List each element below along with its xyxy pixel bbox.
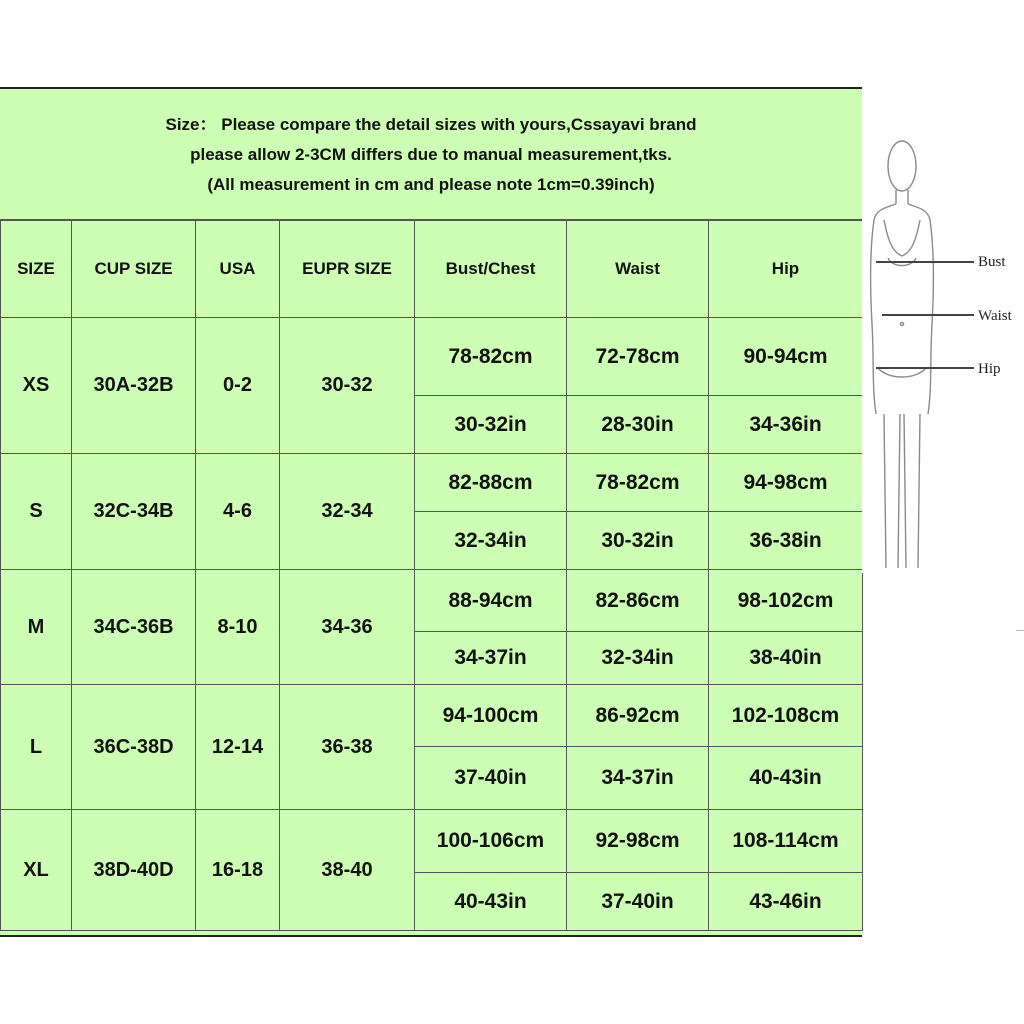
waist-in-cell: 28-30in bbox=[567, 396, 709, 454]
bust-cm-cell: 82-88cm bbox=[415, 454, 567, 512]
cup-cell: 38D-40D bbox=[72, 810, 196, 931]
eupr-cell: 32-34 bbox=[280, 454, 415, 570]
waist-cm-cell: 86-92cm bbox=[567, 685, 709, 747]
size-cell: XS bbox=[1, 318, 72, 454]
bust-cm-cell: 94-100cm bbox=[415, 685, 567, 747]
usa-cell: 0-2 bbox=[196, 318, 280, 454]
size-cell: M bbox=[1, 570, 72, 685]
bust-in-cell: 30-32in bbox=[415, 396, 567, 454]
waist-in-cell: 34-37in bbox=[567, 747, 709, 810]
hip-label: Hip bbox=[978, 361, 1001, 377]
size-cell: L bbox=[1, 685, 72, 810]
header-hip: Hip bbox=[709, 221, 863, 318]
eupr-cell: 38-40 bbox=[280, 810, 415, 931]
table-row bbox=[1, 810, 863, 873]
cup-cell: 34C-36B bbox=[72, 570, 196, 685]
bust-in-cell: 34-37in bbox=[415, 632, 567, 685]
size-cell: XL bbox=[1, 810, 72, 931]
waist-cm-cell: 78-82cm bbox=[567, 454, 709, 512]
hip-cm-cell: 90-94cm bbox=[709, 318, 863, 396]
waist-cm-cell: 82-86cm bbox=[567, 570, 709, 632]
header-eupr-size: EUPR SIZE bbox=[280, 221, 415, 318]
bust-cm-cell: 100-106cm bbox=[415, 810, 567, 873]
cup-cell: 30A-32B bbox=[72, 318, 196, 454]
hip-cm-cell: 102-108cm bbox=[709, 685, 863, 747]
note-line-3: (All measurement in cm and please note 1cm=0.39inch) bbox=[207, 175, 655, 194]
hip-in-cell: 43-46in bbox=[709, 873, 863, 931]
eupr-cell: 34-36 bbox=[280, 570, 415, 685]
bust-in-cell: 37-40in bbox=[415, 747, 567, 810]
size-cell: S bbox=[1, 454, 72, 570]
bust-cm-cell: 78-82cm bbox=[415, 318, 567, 396]
hip-cm-cell: 108-114cm bbox=[709, 810, 863, 873]
note-line-1: Size： Please compare the detail sizes with yours,Cssayavi brand bbox=[165, 115, 697, 134]
size-table bbox=[0, 220, 863, 931]
body-figure-illustration bbox=[862, 128, 1024, 573]
usa-cell: 8-10 bbox=[196, 570, 280, 685]
waist-in-cell: 37-40in bbox=[567, 873, 709, 931]
hip-in-cell: 40-43in bbox=[709, 747, 863, 810]
edge-tick bbox=[1016, 630, 1024, 631]
waist-in-cell: 32-34in bbox=[567, 632, 709, 685]
waist-cm-cell: 92-98cm bbox=[567, 810, 709, 873]
hip-in-cell: 38-40in bbox=[709, 632, 863, 685]
hip-in-cell: 34-36in bbox=[709, 396, 863, 454]
bust-in-cell: 32-34in bbox=[415, 512, 567, 570]
usa-cell: 16-18 bbox=[196, 810, 280, 931]
table-header-row bbox=[1, 221, 863, 318]
eupr-cell: 36-38 bbox=[280, 685, 415, 810]
hip-in-cell: 36-38in bbox=[709, 512, 863, 570]
header-waist: Waist bbox=[567, 221, 709, 318]
usa-cell: 4-6 bbox=[196, 454, 280, 570]
note-line-2: please allow 2-3CM differs due to manual measurement,tks. bbox=[190, 145, 672, 164]
table-row bbox=[1, 570, 863, 632]
table-row bbox=[1, 685, 863, 747]
waist-label: Waist bbox=[978, 308, 1012, 324]
cup-cell: 32C-34B bbox=[72, 454, 196, 570]
header-size: SIZE bbox=[1, 221, 72, 318]
bust-label: Bust bbox=[978, 254, 1006, 270]
hip-cm-cell: 94-98cm bbox=[709, 454, 863, 512]
table-row bbox=[1, 318, 863, 396]
bust-in-cell: 40-43in bbox=[415, 873, 567, 931]
figure-background bbox=[862, 128, 1024, 573]
usa-cell: 12-14 bbox=[196, 685, 280, 810]
table-row bbox=[1, 454, 863, 512]
size-chart bbox=[0, 87, 862, 937]
header-usa: USA bbox=[196, 221, 280, 318]
cup-cell: 36C-38D bbox=[72, 685, 196, 810]
header-cup-size: CUP SIZE bbox=[72, 221, 196, 318]
eupr-cell: 30-32 bbox=[280, 318, 415, 454]
header-bust: Bust/Chest bbox=[415, 221, 567, 318]
hip-cm-cell: 98-102cm bbox=[709, 570, 863, 632]
waist-cm-cell: 72-78cm bbox=[567, 318, 709, 396]
size-note bbox=[0, 89, 862, 220]
waist-in-cell: 30-32in bbox=[567, 512, 709, 570]
bust-cm-cell: 88-94cm bbox=[415, 570, 567, 632]
